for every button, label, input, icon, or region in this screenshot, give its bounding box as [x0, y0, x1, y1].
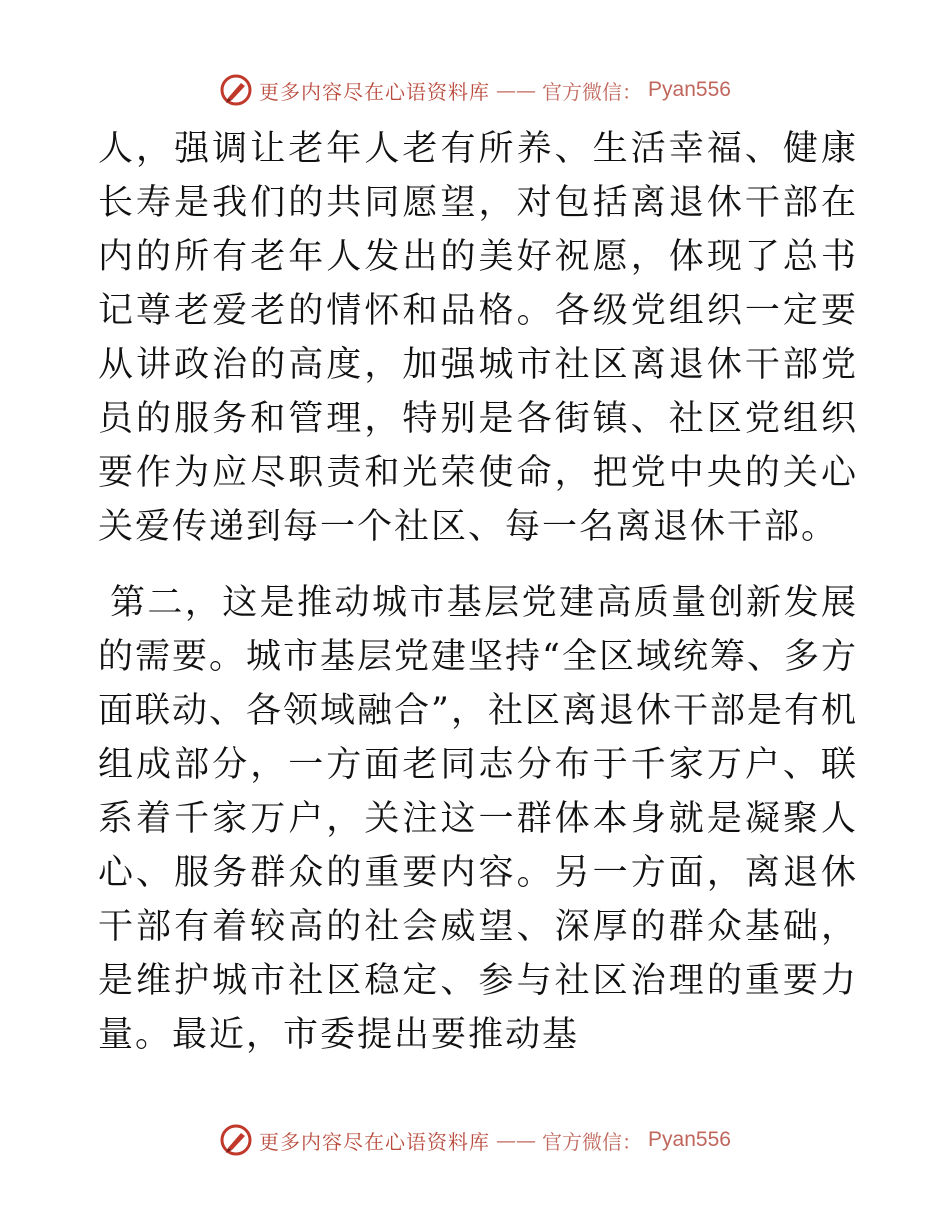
document-body — [98, 122, 858, 1062]
banner-label: 官方微信： — [542, 79, 643, 104]
paragraph-2: 第二，这是推动城市基层党建高质量创新发展的需要。城市基层党建坚持“全区域统筹、多方面联动、各领域融合”，社区离退休干部是有机组成部分，一方面老同志分布于千家万户、联系着千家万户，关注这一群体本身就是凝聚人心、服务群众的重要内容。另一方面，离退休干部有着较高的社会威望、深厚的群众基础，是维护城市社区稳定、参与社区治理的重要力量。最近，市委提出要推动基 — [98, 583, 858, 1055]
banner-slogan: 更多内容尽在心语资料库 — [259, 79, 491, 104]
banner-account: Pyan556 — [648, 1128, 731, 1151]
banner-label: 官方微信： — [542, 1129, 643, 1154]
footer-banner — [0, 1120, 950, 1160]
banner-slogan: 更多内容尽在心语资料库 — [259, 1129, 491, 1154]
pen-logo-icon — [219, 1123, 253, 1157]
banner-separator: —— — [496, 78, 537, 102]
header-banner — [0, 70, 950, 110]
paragraph-1: 人，强调让老年人老有所养、生活幸福、健康长寿是我们的共同愿望，对包括离退休干部在内的所有老年人发出的美好祝愿，体现了总书记尊老爱老的情怀和品格。各级党组织一定要从讲政治的高度，加强城市社区离退休干部党员的服务和管理，特别是各街镇、社区党组织要作为应尽职责和光荣使命，把党中央的关心关爱传递到每一个社区、每一名离退休干部。 — [98, 129, 858, 547]
banner-account: Pyan556 — [648, 78, 731, 101]
pen-logo-icon — [219, 73, 253, 107]
banner-separator: —— — [496, 1128, 537, 1152]
